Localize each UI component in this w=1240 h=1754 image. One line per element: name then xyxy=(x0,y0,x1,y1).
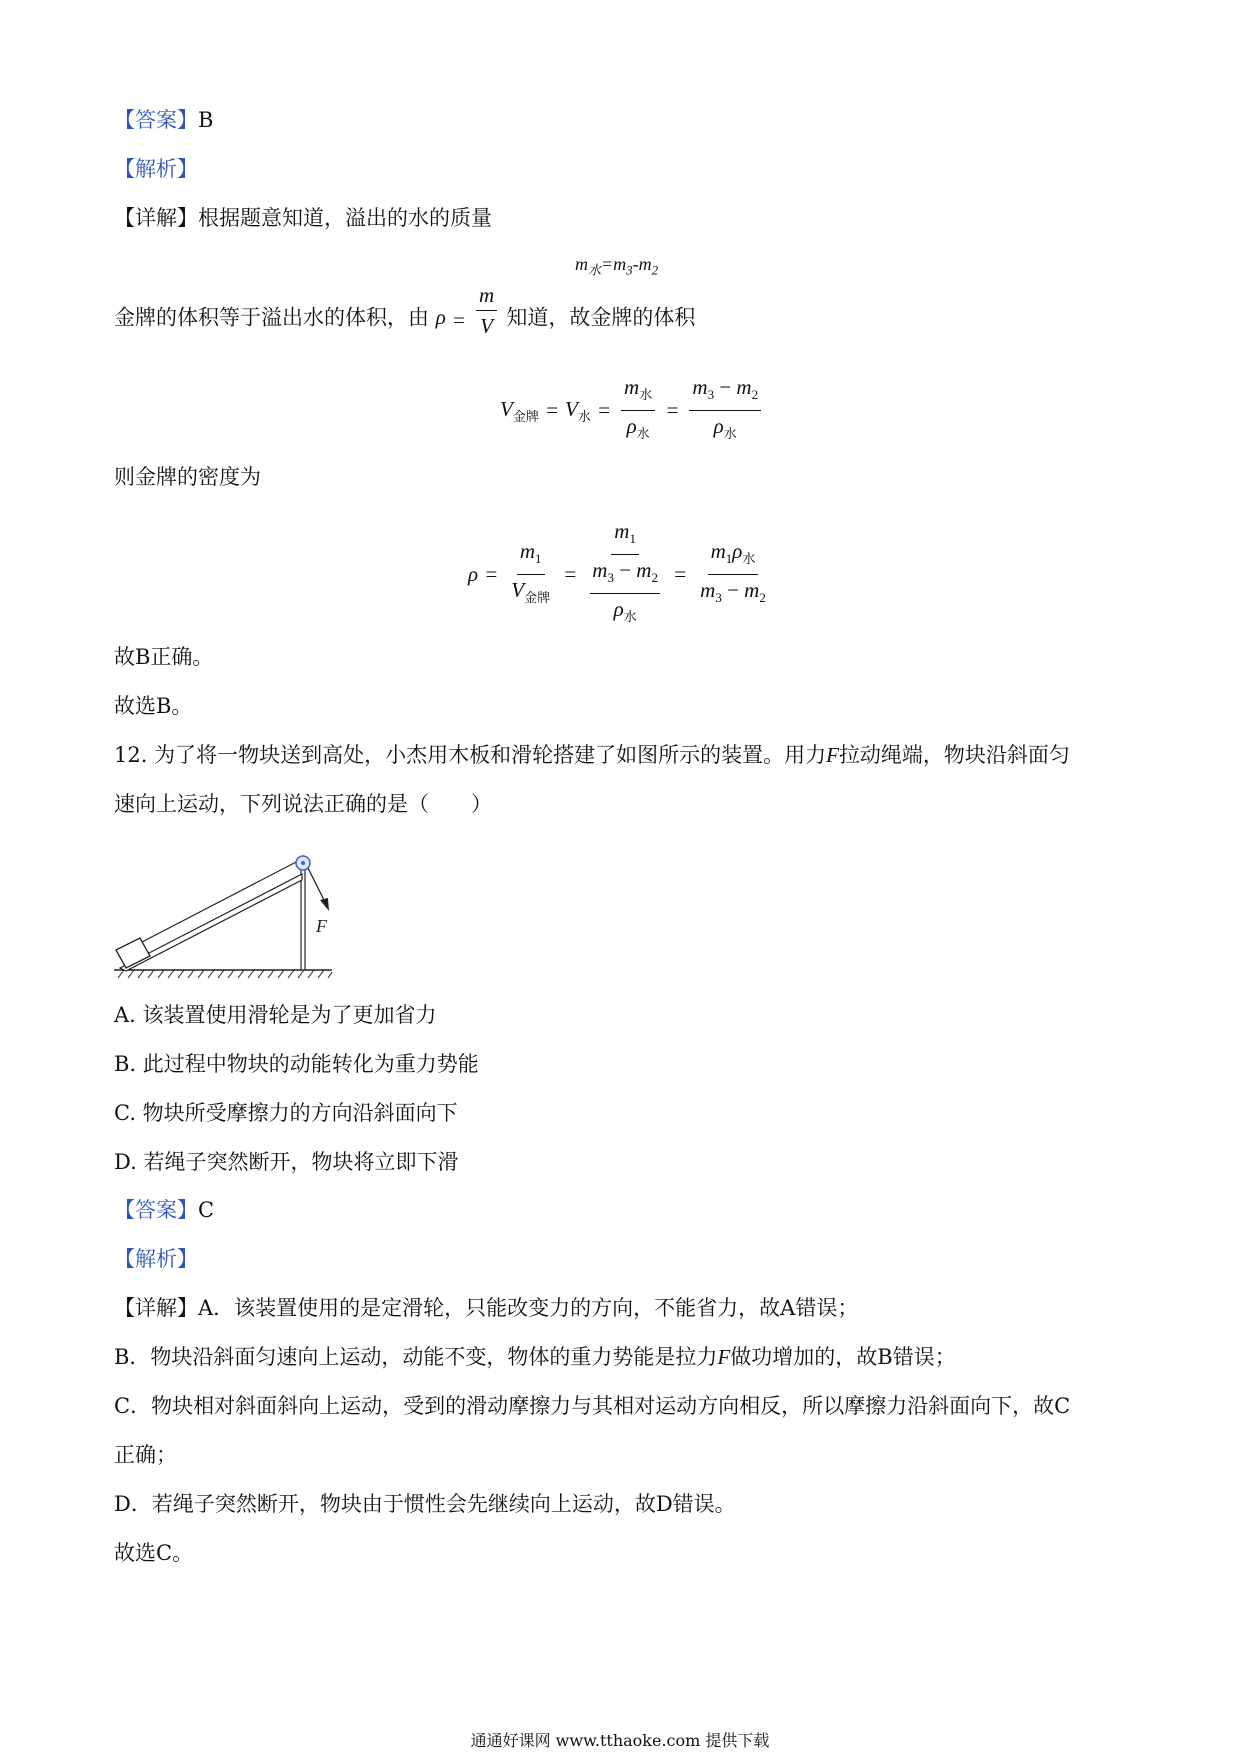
ground-hatch xyxy=(118,970,332,978)
block xyxy=(116,938,150,968)
q12-detail-a: 【详解】A．该装置使用的是定滑轮，只能改变力的方向，不能省力，故A错误； xyxy=(114,1296,859,1320)
detail-line xyxy=(114,203,492,233)
force-arrow xyxy=(320,898,329,911)
equation-gold-density: ρ = $\frac{m_1}{V_{金牌}}$ = $m_1$ $m_3 - m_2$ $\rho_水$ = $\frac{m_1\rho_水}{m_3 - m_2}$ xyxy=(468,519,766,625)
volume-text-line: 金牌的体积等于溢出水的体积，由 ρ = $\frac{m}{V}$ 知道，故金牌的体积 xyxy=(114,283,696,338)
page-footer: 通通好课网 www.tthaoke.com 提供下载 xyxy=(470,1731,770,1750)
rope xyxy=(142,860,300,942)
q12-detail-c-line1: C．物块相对斜面斜向上运动，受到的滑动摩擦力与其相对运动方向相反，所以摩擦力沿斜面向下，故C xyxy=(114,1394,1071,1418)
q12-final: 故选C。 xyxy=(114,1541,194,1565)
detail-tag: 【详解】 xyxy=(114,206,198,230)
density-intro: 则金牌的密度为 xyxy=(114,465,261,489)
option-c: C. 物块所受摩擦力的方向沿斜面向下 xyxy=(114,1101,458,1125)
q12-answer-line: 【答案】C xyxy=(114,1198,215,1222)
analysis-tag: 【解析】 xyxy=(114,157,198,181)
conclusion-1: 故B正确。 xyxy=(114,645,214,669)
q12-detail-b: B．物块沿斜面匀速向上运动，动能不变，物体的重力势能是拉力F做功增加的，故B错误； xyxy=(114,1345,956,1369)
option-a: A. 该装置使用滑轮是为了更加省力 xyxy=(114,1003,437,1027)
inline-formula-density: ρ = $\frac{m}{V}$ xyxy=(436,305,507,329)
q12-detail-d: D．若绳子突然断开，物块由于惯性会先继续向上运动，故D错误。 xyxy=(114,1492,736,1516)
option-b: B. 此过程中物块的动能转化为重力势能 xyxy=(114,1052,479,1076)
option-d: D. 若绳子突然断开，物块将立即下滑 xyxy=(114,1150,459,1174)
answer-tag: 【答案】 xyxy=(114,108,198,132)
equation-water-mass: $m_水=m_3-m_2$ xyxy=(575,254,659,278)
answer-value: B xyxy=(198,108,214,132)
detail-text: 根据题意知道，溢出的水的质量 xyxy=(198,206,492,230)
q12-analysis-tag: 【解析】 xyxy=(114,1247,198,1271)
force-label: F xyxy=(316,916,327,936)
incline-pulley-figure xyxy=(110,838,340,988)
question-12-stem-line2: 速向上运动，下列说法正确的是（ ） xyxy=(114,792,492,816)
q12-detail-c-line2: 正确； xyxy=(114,1443,177,1467)
conclusion-2: 故选B。 xyxy=(114,694,193,718)
pull-rope xyxy=(308,868,326,904)
equation-gold-volume: $V_{金牌} = V_水$ = $\frac{m_水}{\rho_水}$ = $\frac{m_3 - m_2}{\rho_水}$ xyxy=(500,374,765,447)
answer-line xyxy=(114,105,213,135)
question-12-stem-line1: 12. 为了将一物块送到高处，小杰用木板和滑轮搭建了如图所示的装置。用力F拉动绳端，物块沿斜面匀 xyxy=(114,743,1070,767)
